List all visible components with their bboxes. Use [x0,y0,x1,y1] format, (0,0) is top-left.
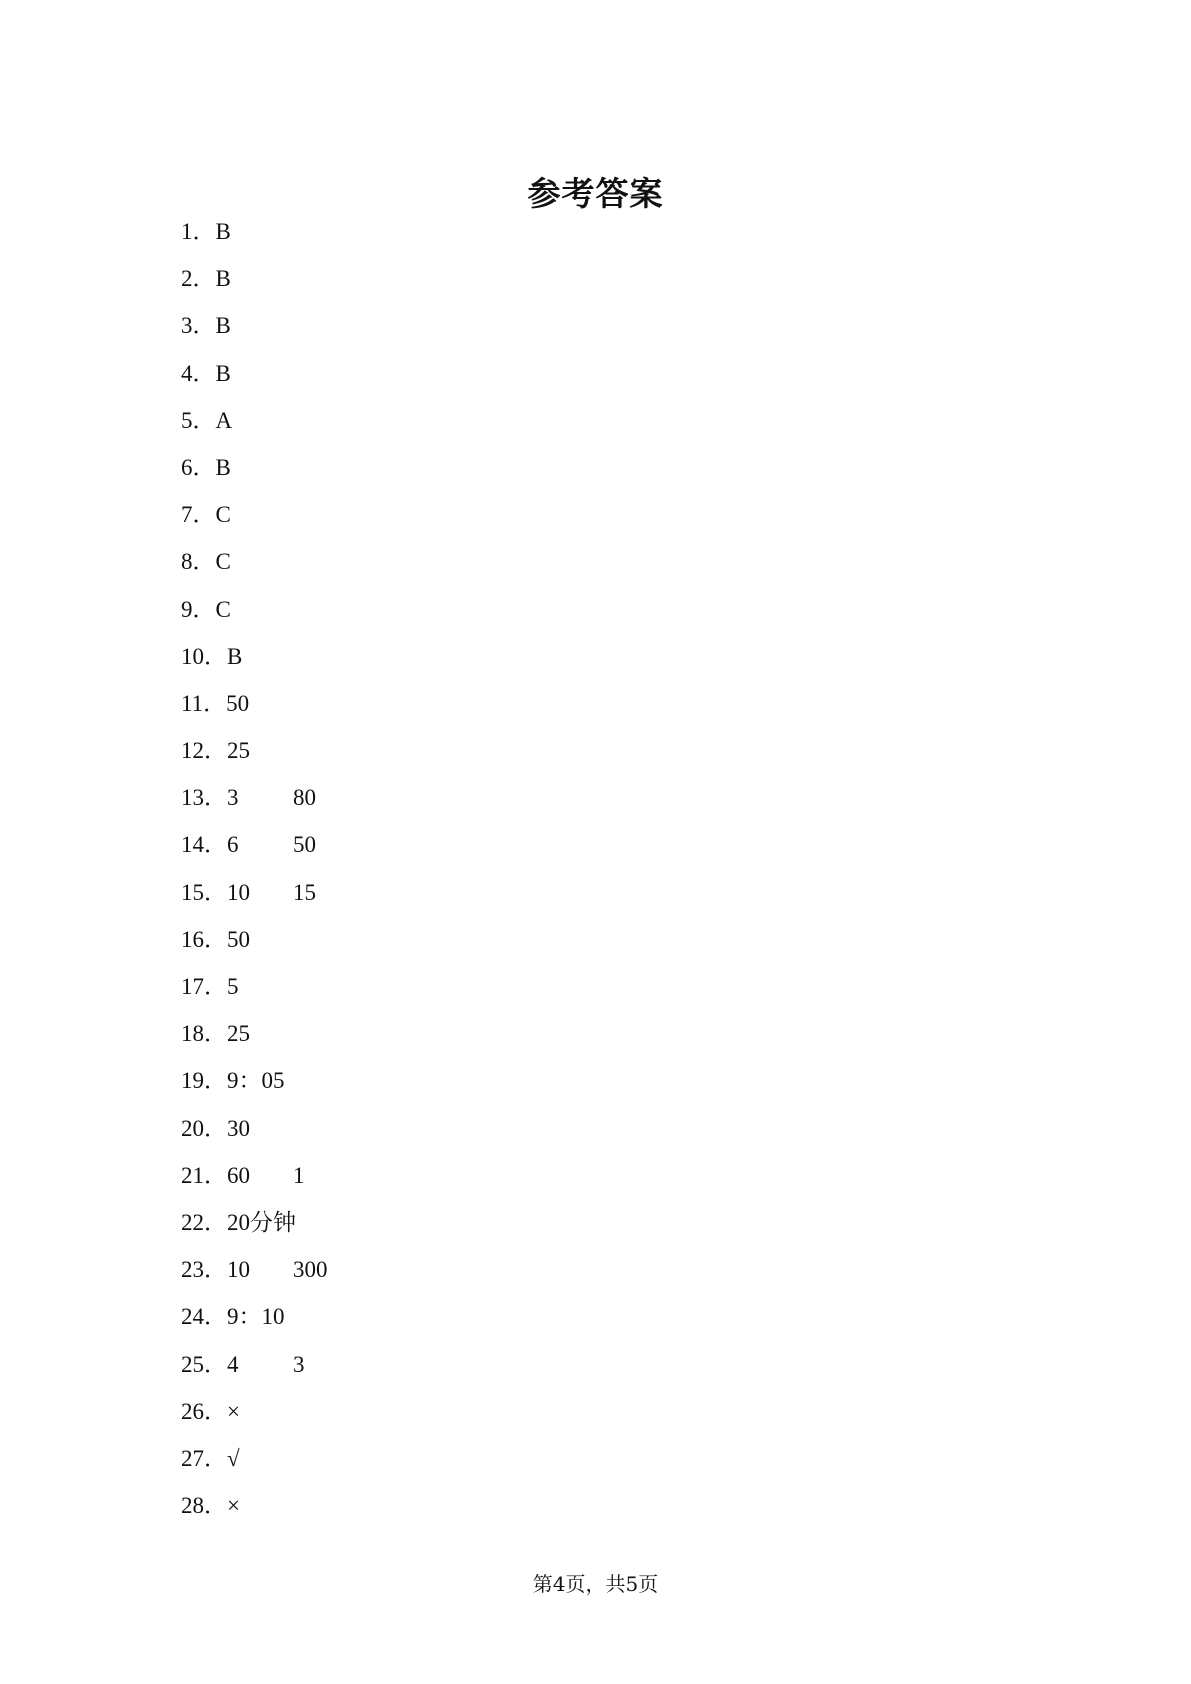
answer-row [181,1063,328,1110]
answer-value: √ [227,1445,240,1471]
question-number: 5． [181,407,216,433]
answer-value: C [215,596,231,622]
answer-value: 3 [227,785,239,811]
page-title: 参考答案 [527,174,664,214]
question-number: 17． [181,974,227,999]
question-number: 25． [181,1351,227,1377]
question-number: 21． [181,1162,227,1188]
question-number: 18． [181,1021,227,1047]
question-number: 15． [181,879,227,905]
answer-row [181,780,328,827]
answer-value: 9：10 [227,1304,285,1330]
answer-value: 10 [227,1257,250,1283]
answer-row [181,875,328,922]
question-number: 3． [181,313,216,339]
answer-value: 50 [226,690,250,716]
answer-row [181,308,328,355]
question-number: 14． [181,832,227,858]
answer-value: B [227,643,243,669]
answer-row [181,592,328,639]
answer-row [181,1205,328,1252]
answer-value-second: 15 [293,879,316,905]
answer-value: 25 [227,738,250,764]
question-number: 8． [181,549,216,575]
answer-value: C [215,549,231,575]
answer-value: 10 [227,879,250,905]
question-number: 22． [181,1209,227,1235]
answer-value: C [215,502,231,528]
answer-row [181,1441,328,1488]
answer-row [181,827,328,874]
answer-value-second: 1 [293,1162,305,1188]
question-number: 7． [181,502,216,528]
answer-row [181,261,328,308]
question-number: 2． [181,266,216,292]
page-footer: 第4页，共5页 [532,1572,659,1596]
question-number: 1． [181,219,216,244]
question-number: 28． [181,1493,227,1519]
answer-row [181,1299,328,1346]
question-number: 19． [181,1068,227,1094]
question-number: 20． [181,1115,227,1141]
answer-row [181,1252,328,1299]
answer-value: B [215,219,231,244]
answer-value: 4 [227,1351,239,1377]
answer-value: 25 [227,1021,250,1047]
question-number: 16． [181,926,227,952]
answer-list [181,214,328,1535]
question-number: 13． [181,785,227,811]
answer-row [181,639,328,686]
answer-row [181,450,328,497]
answer-value: B [215,266,231,292]
answer-row [181,686,328,733]
answer-value: 60 [227,1162,250,1188]
question-number: 12． [181,738,227,764]
question-number: 26． [181,1398,227,1424]
answer-value-second: 80 [293,785,316,811]
answer-row [181,1111,328,1158]
answer-value: B [215,454,231,480]
answer-value: 5 [227,974,239,999]
question-number: 4． [181,360,216,386]
answer-value: × [227,1493,240,1519]
answer-value: B [215,360,231,386]
question-number: 10． [181,643,227,669]
answer-row [181,922,328,969]
answer-row [181,733,328,780]
answer-value: 30 [227,1115,250,1141]
question-number: 27． [181,1445,227,1471]
answer-value: 6 [227,832,239,858]
answer-row [181,1016,328,1063]
answer-value-second: 3 [293,1351,305,1377]
answer-value: 20分钟 [227,1209,296,1235]
answer-row [181,403,328,450]
answer-value-second: 50 [293,832,316,858]
answer-value: × [227,1398,240,1424]
answer-row [181,214,328,261]
answer-row [181,969,328,1016]
answer-row [181,1394,328,1441]
question-number: 11． [181,690,227,716]
answer-row [181,1488,328,1535]
question-number: 23． [181,1257,227,1283]
answer-row [181,497,328,544]
answer-value-second: 300 [293,1257,328,1283]
question-number: 24． [181,1304,227,1330]
answer-row [181,1158,328,1205]
answer-value: A [215,407,233,433]
answer-value: B [215,313,231,339]
answer-row [181,544,328,591]
answer-row [181,356,328,403]
question-number: 6． [181,454,216,480]
question-number: 9． [181,596,216,622]
answer-row [181,1347,328,1394]
answer-value: 50 [227,926,250,952]
answer-value: 9：05 [227,1068,285,1094]
